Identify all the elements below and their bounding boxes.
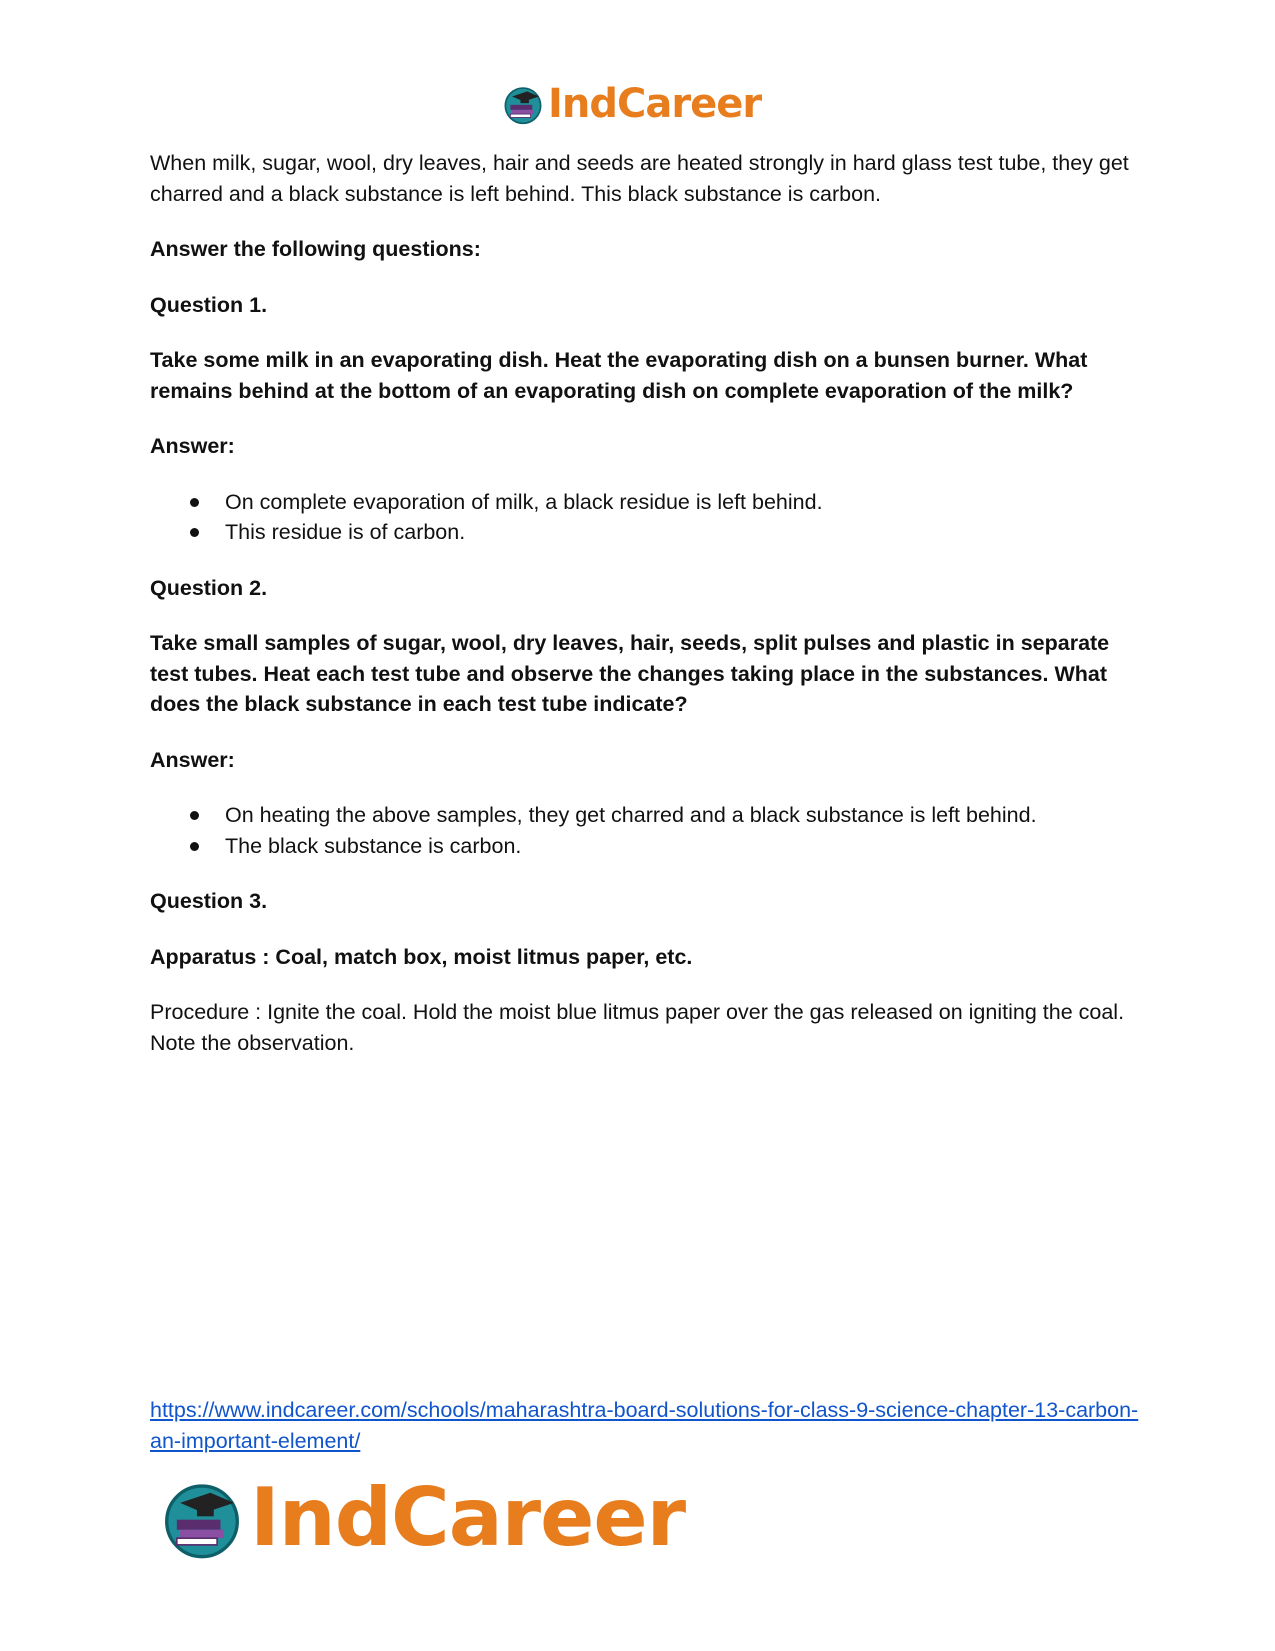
document-body: [150, 148, 1130, 1058]
logo-wordmark: IndCareer: [548, 81, 762, 127]
list-item: The black substance is carbon.: [150, 831, 1130, 862]
bullet-icon: [190, 811, 199, 820]
list-item: On heating the above samples, they get charred and a black substance is left behind.: [150, 800, 1130, 831]
instruction-heading: Answer the following questions:: [150, 237, 481, 261]
footer-logo: [160, 1468, 685, 1568]
source-link[interactable]: https://www.indcareer.com/schools/maharashtra-board-solutions-for-class-9-science-chapter-13-carbon-an-important-element/: [150, 1398, 1139, 1453]
footer-link-block: [150, 1395, 1150, 1456]
globe-graduation-cap-icon: [502, 83, 544, 125]
procedure-text: Procedure : Ignite the coal. Hold the moist blue litmus paper over the gas released on igniting the coal. Note the observation.: [150, 1000, 1125, 1055]
answer-2-list: [150, 800, 1130, 861]
question-3-title: Question 3.: [150, 889, 268, 913]
answer-1-list: [150, 487, 1130, 548]
question-1-title: Question 1.: [150, 292, 268, 317]
globe-graduation-cap-icon: [160, 1476, 244, 1560]
bullet-icon: [190, 528, 199, 537]
answer-2-label: Answer:: [150, 747, 235, 772]
bullet-icon: [190, 498, 199, 507]
question-2-text: Take small samples of sugar, wool, dry leaves, hair, seeds, split pulses and plastic in separate test tubes. Heat each test tube and observe the changes taking place in the substances. What does the black substance in each test tube indicate?: [150, 631, 1110, 716]
intro-paragraph: When milk, sugar, wool, dry leaves, hair and seeds are heated strongly in hard glass test tube, they get charred and a black substance is left behind. This black substance is carbon.: [150, 151, 1129, 206]
list-item: This residue is of carbon.: [150, 517, 1130, 548]
question-2-title: Question 2.: [150, 575, 268, 600]
list-item: On complete evaporation of milk, a black residue is left behind.: [150, 487, 1130, 518]
bullet-icon: [190, 842, 199, 851]
question-1-text: Take some milk in an evaporating dish. Heat the evaporating dish on a bunsen burner. What remains behind at the bottom of an evaporating dish on complete evaporation of the milk?: [150, 348, 1088, 403]
header-logo: [502, 80, 761, 128]
logo-wordmark: IndCareer: [250, 1471, 686, 1564]
answer-1-label: Answer:: [150, 434, 235, 458]
apparatus-text: Apparatus : Coal, match box, moist litmus paper, etc.: [150, 944, 693, 969]
